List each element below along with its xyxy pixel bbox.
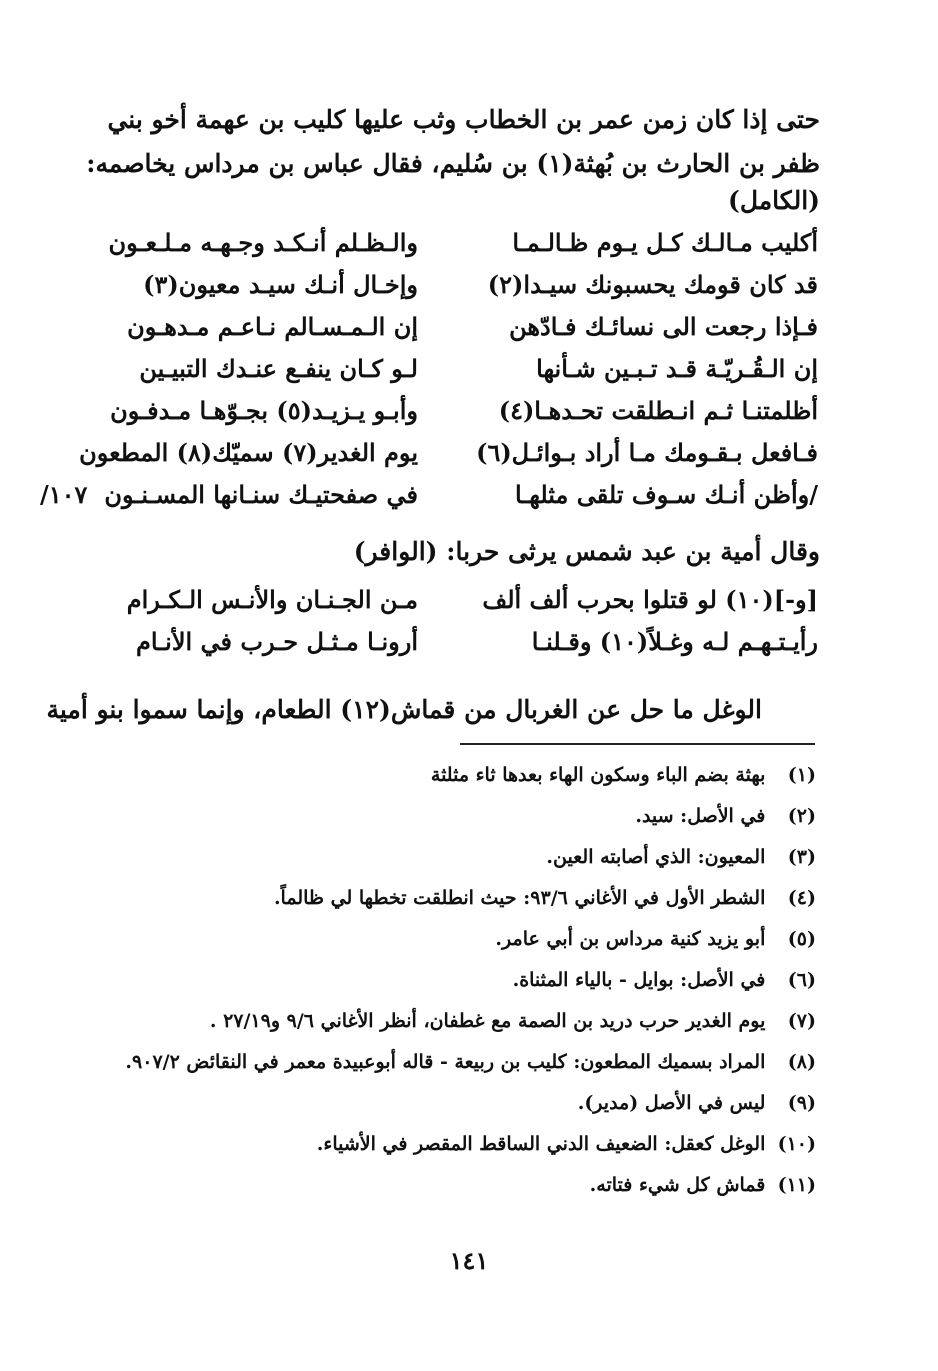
footnote-number: (٧): [787, 1010, 816, 1032]
verse-first-hemistich: أكليب مـالـك كـل يـوم ظـالـمـا: [512, 228, 818, 257]
verse-row: [0, 627, 938, 665]
meter-label-kamil: (الكامل): [728, 186, 820, 215]
verse-first-hemistich: فـافعل بـقـومك مـا أراد بـوائـل(٦): [476, 438, 818, 467]
footnote-number: (١٠): [777, 1133, 816, 1155]
intro2-text: وقال أمية بن عبد شمس يرثى حربا:: [446, 537, 820, 566]
verse-row: [0, 270, 938, 308]
footnote-text: المراد بسميك المطعون: كليب بن ربيعة - قاله أبوعبيدة معمر في النقائض ٩٠٧/٢.: [125, 1051, 766, 1073]
page-number: ١٤١: [449, 1246, 489, 1275]
verse-second-hemistich: إن الـمـسـالم نـاعـم مـدهـون: [127, 312, 418, 341]
footnote-number: (١١): [777, 1174, 816, 1196]
footnote-number: (١): [787, 764, 816, 786]
footnote-divider: [460, 743, 815, 745]
verse-first-hemistich: رأيـتـهـم لـه وغـلاً(١٠) وقـلنـا: [531, 627, 818, 656]
intro-paragraph: [86, 98, 820, 186]
footnote-number: (٦): [787, 969, 816, 991]
footnote-text: أبو يزيد كنية مرداس بن أبي عامر.: [495, 928, 766, 950]
verse-first-hemistich: أظلمتنـا ثـم انـطلقت تحـدهـا(٤): [498, 396, 818, 425]
footnote-number: (٣): [787, 846, 816, 868]
footnote-number: (٨): [787, 1051, 816, 1073]
intro2-paragraph: [120, 530, 820, 574]
footnote-item: [176, 1174, 816, 1196]
meter-label-wafir: (الوافر): [353, 537, 438, 566]
verse-second-hemistich: أرونـا مـثـل حـرب في الأنـام: [135, 627, 418, 656]
footnote-text: ليس في الأصل (مدير).: [577, 1092, 766, 1114]
footnote-text: في الأصل: بوايل - بالياء المثناة.: [512, 969, 766, 991]
verse-row: [0, 312, 938, 350]
verse-second-hemistich: وإخـال أنـك سيـد معيون(٣): [143, 270, 418, 299]
prose-after-poem: [46, 688, 762, 732]
footnote-number: (٩): [787, 1092, 816, 1114]
verse-second-hemistich: في صفحتيـك سنـانها المسـنـون: [104, 480, 418, 509]
footnote-item: [176, 805, 816, 827]
footnote-text: الشطر الأول في الأغاني ٩٣/٦: حيث انطلقت تخطها لي ظالماً.: [273, 887, 766, 909]
verse-row: [0, 396, 938, 434]
verse-first-hemistich: /وأظن أنـك سـوف تلقى مثلهـا: [514, 480, 818, 509]
footnote-text: المعيون: الذي أصابته العين.: [546, 846, 766, 868]
footnote-number: (٢): [787, 805, 816, 827]
verse-first-hemistich: [و-](١٠) لو قتلوا بحرب ألف ألف: [482, 585, 818, 614]
intro-line-1: حتى إذا كان زمن عمر بن الخطاب وثب عليها كليب بن عهمة أخو بني: [107, 105, 820, 134]
verse-second-hemistich: مـن الجـنـان والأنـس الـكـرام: [126, 585, 418, 614]
footnote-text: في الأصل: سيد.: [635, 805, 766, 827]
verse-first-hemistich: إن الـقُـريّـة قـد تـبـين شـأنها: [536, 354, 818, 383]
footnote-text: الوغل كعقل: الضعيف الدني الساقط المقصر في الأشياء.: [316, 1133, 766, 1155]
verse-second-hemistich: وأبـو يـزيـد(٥) بجـوّهـا مـدفـون: [110, 396, 418, 425]
verse-row: [0, 585, 938, 623]
footnote-number: (٤): [787, 887, 816, 909]
verse-first-hemistich: فـإذا رجعت الى نسائـك فـادّهن: [509, 312, 818, 341]
manuscript-folio-marker: ١٠٧/: [40, 480, 88, 509]
verse-row: [0, 228, 938, 266]
footnote-item: [176, 928, 816, 950]
footnote-item: [176, 969, 816, 991]
footnote-text: قماش كل شيء فتاته.: [589, 1174, 766, 1196]
verse-row: [0, 438, 938, 476]
footnote-item: [125, 1051, 816, 1073]
prose-line: الوغل ما حل عن الغربال من قماش(١٢) الطعام، وإنما سموا بنو أمية: [46, 695, 762, 724]
footnote-text: يوم الغدير حرب دريد بن الصمة مع غطفان، أنظر الأغاني ٩/٦ و٢٧/١٩ .: [209, 1010, 766, 1032]
footnote-item: [176, 846, 816, 868]
footnote-item: [176, 1092, 816, 1114]
verse-row: [0, 480, 938, 518]
footnote-number: (٥): [787, 928, 816, 950]
verse-second-hemistich: لـو كـان ينفـع عنـدك التبيـين: [139, 354, 418, 383]
verse-row: [0, 354, 938, 392]
footnote-text: بهثة بضم الباء وسكون الهاء بعدها ثاء مثلثة: [430, 764, 766, 786]
footnote-item: [176, 1010, 816, 1032]
footnote-item: [176, 764, 816, 786]
verse-first-hemistich: قد كان قومك يحسبونك سيـدا(٢): [487, 270, 818, 299]
verse-second-hemistich: والـظـلم أنـكـد وجـهـه مـلـعـون: [108, 228, 418, 257]
verse-second-hemistich: يوم الغدير(٧) سميّك(٨) المطعون: [79, 438, 418, 467]
footnote-item: [176, 887, 816, 909]
intro-line-2: ظفر بن الحارث بن بُهثة(١) بن سُليم، فقال عباس بن مرداس يخاصمه:: [86, 149, 820, 178]
footnote-item: [176, 1133, 816, 1155]
